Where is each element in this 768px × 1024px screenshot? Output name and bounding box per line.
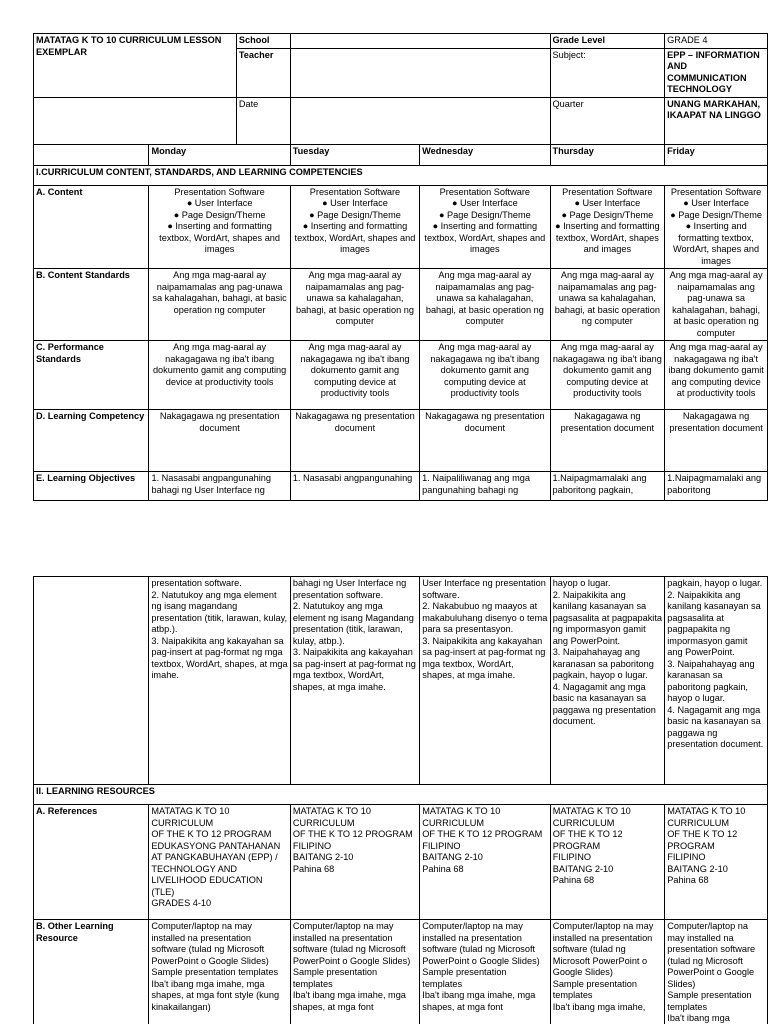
content-standards-cell-wednesday: Ang mga mag-aaral ay naipamamalas ang pag-unawa sa kahalagahan, bahagi, at basic operation ng computer xyxy=(420,269,550,341)
learning-competency-cell-monday: Nakagagawa ng presentation document xyxy=(149,410,290,472)
quarter-value: UNANG MARKAHAN, IKAAPAT NA LINGGO xyxy=(665,97,768,144)
content-standards-cell-tuesday: Ang mga mag-aaral ay naipamamalas ang pag-unawa sa kahalagahan, bahagi, at basic operation ng computer xyxy=(290,269,419,341)
learning-competency-label: D. Learning Competency xyxy=(34,410,149,472)
content-standards-cell-friday: Ang mga mag-aaral ay naipamamalas ang pag-unawa sa kahalagahan, bahagi, at basic operation ng computer xyxy=(665,269,768,341)
learning-objectives-continued-monday: presentation software. 2. Natutukoy ang mga element ng isang magandang presentation (titik, larawan, kulay, atbp.). 3. Naipakikita ang kakayahan sa pag-insert at pag-format ng mga textbox, WordArt, shapes, at mga imahe. xyxy=(149,577,290,785)
lesson-plan-table-page1 xyxy=(33,33,768,501)
subject-value: EPP – INFORMATION AND COMMUNICATION TECHNOLOGY xyxy=(665,48,768,97)
learning-objectives-continued-friday: pagkain, hayop o lugar. 2. Naipakikita ang kanilang kasanayan sa pagsasalita at pagpapakita ng impormasyon gamit ang PowerPoint. 3. Naipahahayag ang karanasan sa paboritong pagkain, hayop o lugar. 4. Nagagamit ang mga basic na kasanayan sa paggawa ng presentation document. xyxy=(665,577,768,785)
section-curriculum-heading: I.CURRICULUM CONTENT, STANDARDS, AND LEARNING COMPETENCIES xyxy=(34,165,768,185)
grade-level-value: GRADE 4 xyxy=(665,34,768,49)
content-cell-tuesday: Presentation Software ● User Interface ● Page Design/Theme ● Inserting and formatting textbox, WordArt, shapes and images xyxy=(290,185,419,269)
learning-competency-cell-friday: Nakagagawa ng presentation document xyxy=(665,410,768,472)
content-cell-wednesday: Presentation Software ● User Interface ● Page Design/Theme ● Inserting and formatting textbox, WordArt, shapes and images xyxy=(420,185,550,269)
other-resources-label: B. Other Learning Resource xyxy=(34,920,149,1024)
content-label: A. Content xyxy=(34,185,149,269)
learning-objectives-continued-thursday: hayop o lugar. 2. Naipakikita ang kanilang kasanayan sa pagsasalita at pagpapakita ng impormasyon gamit ang PowerPoint. 3. Naipahahayag ang karanasan sa paboritong pagkain, hayop o lugar. 4. Nagagamit ang mga basic na kasanayan sa paggawa ng presentation document. xyxy=(550,577,665,785)
lesson-exemplar-title: MATATAG K TO 10 CURRICULUM LESSON EXEMPLAR xyxy=(34,34,237,98)
date-label: Date xyxy=(236,97,290,144)
learning-objectives-continued-label xyxy=(34,577,149,785)
teacher-value xyxy=(290,48,550,97)
references-cell-wednesday: MATATAG K TO 10 CURRICULUM OF THE K TO 12 PROGRAM FILIPINO BAITANG 2-10 Pahina 68 xyxy=(420,805,550,920)
learning-objectives-cell-wednesday: 1. Naipaliliwanag ang mga pangunahing bahagi ng xyxy=(420,472,550,501)
performance-standards-label: C. Performance Standards xyxy=(34,341,149,410)
learning-competency-cell-tuesday: Nakagagawa ng presentation document xyxy=(290,410,419,472)
references-cell-tuesday: MATATAG K TO 10 CURRICULUM OF THE K TO 12 PROGRAM FILIPINO BAITANG 2-10 Pahina 68 xyxy=(290,805,419,920)
day-header-wednesday: Wednesday xyxy=(420,144,550,165)
teacher-label: Teacher xyxy=(236,48,290,97)
other-resources-cell-thursday: Computer/laptop na may installed na presentation software (tulad ng Microsoft PowerPoint o Google Slides) Sample presentation templates Iba't ibang mga imahe, xyxy=(550,920,665,1024)
content-standards-cell-monday: Ang mga mag-aaral ay naipamamalas ang pag-unawa sa kahalagahan, bahagi, at basic operation ng computer xyxy=(149,269,290,341)
header-blank-cell xyxy=(34,97,237,144)
subject-label: Subject: xyxy=(550,48,665,97)
quarter-label: Quarter xyxy=(550,97,665,144)
other-resources-cell-friday: Computer/laptop na may installed na presentation software (tulad ng Microsoft PowerPoint o Google Slides) Sample presentation templates Iba't ibang mga xyxy=(665,920,768,1024)
day-header-tuesday: Tuesday xyxy=(290,144,419,165)
content-cell-thursday: Presentation Software ● User Interface ● Page Design/Theme ● Inserting and formatting textbox, WordArt, shapes and images xyxy=(550,185,665,269)
other-resources-cell-monday: Computer/laptop na may installed na presentation software (tulad ng Microsoft PowerPoint o Google Slides) Sample presentation templates Iba't ibang mga imahe, mga shapes, at mga font style (kung kinakailangan) xyxy=(149,920,290,1024)
performance-standards-cell-tuesday: Ang mga mag-aaral ay nakagagawa ng iba't ibang dokumento gamit ang computing device at productivity tools xyxy=(290,341,419,410)
learning-competency-cell-wednesday: Nakagagawa ng presentation document xyxy=(420,410,550,472)
performance-standards-cell-thursday: Ang mga mag-aaral ay nakagagawa ng iba't ibang dokumento gamit ang computing device at productivity tools xyxy=(550,341,665,410)
date-value xyxy=(290,97,550,144)
learning-objectives-cell-friday: 1.Naipagmamalaki ang paboritong xyxy=(665,472,768,501)
school-value xyxy=(290,34,550,49)
references-label: A. References xyxy=(34,805,149,920)
day-header-thursday: Thursday xyxy=(550,144,665,165)
content-standards-cell-thursday: Ang mga mag-aaral ay naipamamalas ang pag-unawa sa kahalagahan, bahagi, at basic operation ng computer xyxy=(550,269,665,341)
learning-objectives-cell-thursday: 1.Naipagmamalaki ang paboritong pagkain, xyxy=(550,472,665,501)
learning-objectives-cell-monday: 1. Nasasabi angpangunahing bahagi ng User Interface ng xyxy=(149,472,290,501)
content-cell-monday: Presentation Software ● User Interface ● Page Design/Theme ● Inserting and formatting textbox, WordArt, shapes and images xyxy=(149,185,290,269)
other-resources-cell-tuesday: Computer/laptop na may installed na presentation software (tulad ng Microsoft PowerPoint o Google Slides) Sample presentation templates Iba't ibang mga imahe, mga shapes, at mga font xyxy=(290,920,419,1024)
performance-standards-cell-friday: Ang mga mag-aaral ay nakagagawa ng iba't ibang dokumento gamit ang computing device at productivity tools xyxy=(665,341,768,410)
learning-competency-cell-thursday: Nakagagawa ng presentation document xyxy=(550,410,665,472)
references-cell-thursday: MATATAG K TO 10 CURRICULUM OF THE K TO 12 PROGRAM FILIPINO BAITANG 2-10 Pahina 68 xyxy=(550,805,665,920)
learning-objectives-cell-tuesday: 1. Nasasabi angpangunahing xyxy=(290,472,419,501)
other-resources-cell-wednesday: Computer/laptop na may installed na presentation software (tulad ng Microsoft PowerPoint o Google Slides) Sample presentation templates Iba't ibang mga imahe, mga shapes, at mga font xyxy=(420,920,550,1024)
references-cell-friday: MATATAG K TO 10 CURRICULUM OF THE K TO 12 PROGRAM FILIPINO BAITANG 2-10 Pahina 68 xyxy=(665,805,768,920)
references-cell-monday: MATATAG K TO 10 CURRICULUM OF THE K TO 12 PROGRAM EDUKASYONG PANTAHANAN AT PANGKABUHAYAN (EPP) / TECHNOLOGY AND LIVELIHOOD EDUCATION (TLE) GRADES 4-10 xyxy=(149,805,290,920)
day-header-monday: Monday xyxy=(149,144,290,165)
grade-level-label: Grade Level xyxy=(550,34,665,49)
learning-objectives-label: E. Learning Objectives xyxy=(34,472,149,501)
learning-objectives-continued-tuesday: bahagi ng User Interface ng presentation software. 2. Natutukoy ang mga element ng isang Magandang presentation (titik, larawan, kulay, atbp.). 3. Naipakikita ang kakayahan sa pag-insert at pag-format ng mga textbox, WordArt, shapes, at mga imahe. xyxy=(290,577,419,785)
content-standards-label: B. Content Standards xyxy=(34,269,149,341)
lesson-plan-table-page2 xyxy=(33,576,768,1024)
learning-objectives-continued-wednesday: User Interface ng presentation software. 2. Nakabubuo ng maayos at makabuluhang disenyo o tema para sa presentasyon. 3. Naipakikita ang kakayahan sa pag-insert at pag-format ng mga textbox, WordArt, shapes, at mga imahe. xyxy=(420,577,550,785)
day-header-friday: Friday xyxy=(665,144,768,165)
day-header-blank xyxy=(34,144,149,165)
performance-standards-cell-wednesday: Ang mga mag-aaral ay nakagagawa ng iba't ibang dokumento gamit ang computing device at productivity tools xyxy=(420,341,550,410)
performance-standards-cell-monday: Ang mga mag-aaral ay nakagagawa ng iba't ibang dokumento gamit ang computing device at productivity tools xyxy=(149,341,290,410)
school-label: School xyxy=(236,34,290,49)
section-learning-resources-heading: II. LEARNING RESOURCES xyxy=(34,785,768,805)
content-cell-friday: Presentation Software ● User Interface ● Page Design/Theme ● Inserting and formatting textbox, WordArt, shapes and images xyxy=(665,185,768,269)
